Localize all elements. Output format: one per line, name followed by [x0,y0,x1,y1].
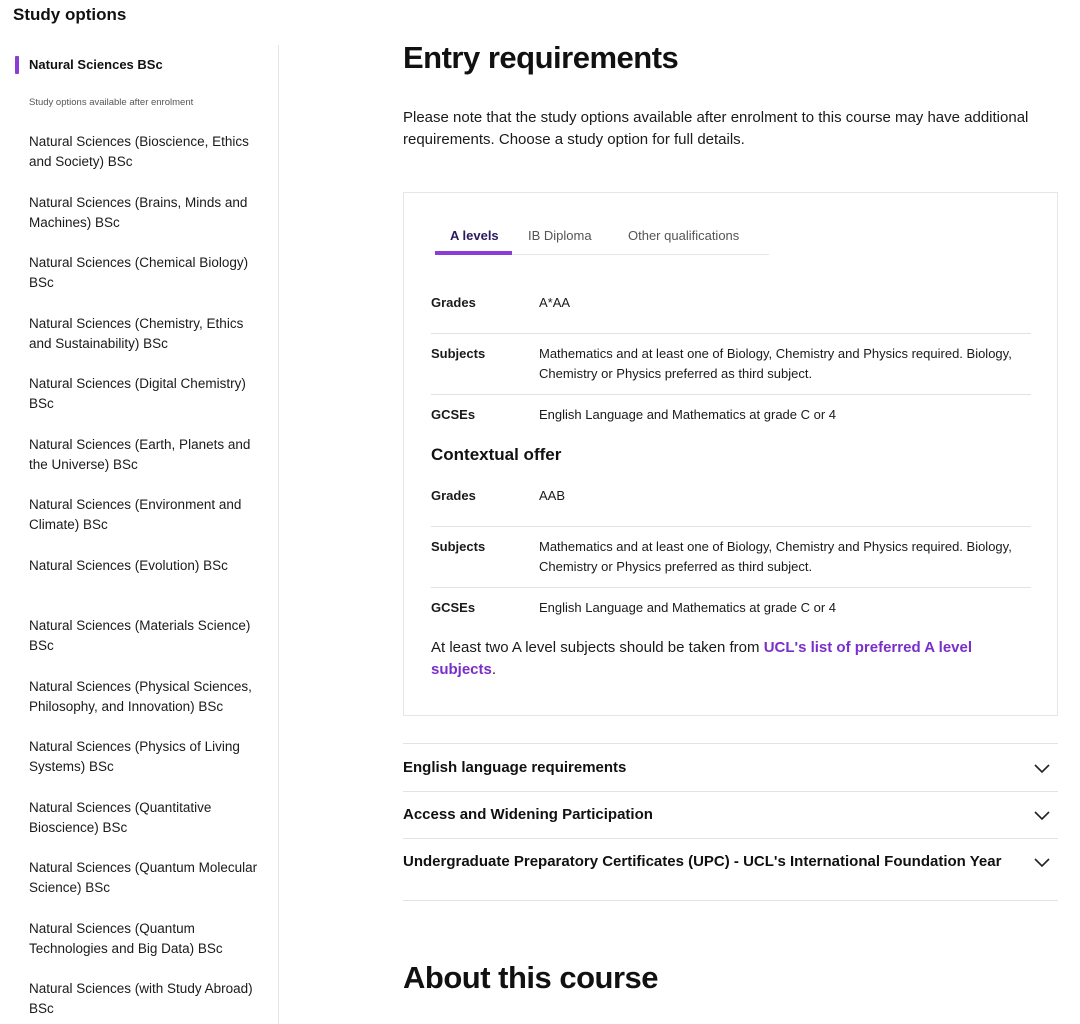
footnote-text: At least two A level subjects should be taken from [431,639,764,656]
sidebar-item[interactable]: Natural Sciences (Chemistry, Ethics and Sustainability) BSc [29,315,244,351]
sidebar-item[interactable]: Natural Sciences (Materials Science) BSc [29,618,251,653]
gcses-label: GCSEs [431,407,476,422]
tab-ib-diploma[interactable]: IB Diploma [528,228,592,243]
active-tab-underline [435,251,512,255]
sidebar-item[interactable]: Natural Sciences (with Study Abroad) BSc [29,981,253,1016]
grades-label: Grades [431,488,476,503]
chevron-down-icon [1032,852,1052,872]
study-options-sidebar [0,45,279,1024]
chevron-down-icon [1032,805,1052,825]
footnote-end: . [491,661,497,678]
study-options-heading: Study options [13,5,127,24]
intro-text: Please note that the study options available after enrolment to this course may have additional requirements. Choose a study option for full details. [403,109,1029,148]
accordion-title: Undergraduate Preparatory Certificates (UPC) - UCL's International Foundation Year [403,853,1002,870]
grades-row [431,293,1031,334]
grades-label: Grades [431,295,476,310]
preferred-subjects-note [431,637,1031,681]
sidebar-item[interactable]: Natural Sciences (Quantitative Bioscience) BSc [29,799,212,835]
sidebar-item[interactable]: Natural Sciences (Earth, Planets and the Universe) BSc [29,436,251,472]
tab-a-levels[interactable]: A levels [450,228,499,243]
grades-value: A*AA [539,295,571,310]
sidebar-note: Study options available after enrolment [29,97,194,108]
about-course-heading: About this course [403,960,659,995]
accordion-title: Access and Widening Participation [403,806,653,823]
study-options-list [29,132,269,1024]
grades-row [431,486,1031,527]
accordion-english-language[interactable] [403,743,1058,791]
sidebar-item[interactable]: Natural Sciences (Physics of Living Systems) BSc [29,739,240,774]
sidebar-item[interactable]: Natural Sciences (Quantum Molecular Science) BSc [29,860,258,895]
sidebar-item[interactable]: Natural Sciences (Digital Chemistry) BSc [29,376,246,411]
chevron-down-icon [1032,758,1052,778]
requirements-card [403,192,1058,716]
gcses-label: GCSEs [431,600,476,615]
sidebar-item[interactable]: Natural Sciences (Environment and Climate) BSc [29,497,242,532]
sidebar-item[interactable]: Natural Sciences (Evolution) BSc [29,557,228,573]
contextual-offer-table [431,486,1031,629]
accordion-title: English language requirements [403,759,627,776]
preferred-subjects-link[interactable]: UCL's list of preferred A level subjects [431,639,973,678]
sidebar-item[interactable]: Natural Sciences (Chemical Biology) BSc [29,255,249,290]
sidebar-item[interactable]: Natural Sciences (Quantum Technologies and Big Data) BSc [29,920,223,956]
subjects-value: Mathematics and at least one of Biology, Chemistry and Physics required. Biology, Chemistry or Physics preferred as third subject. [539,346,1012,381]
active-indicator [15,56,19,74]
accordion-access-widening[interactable] [403,791,1058,838]
subjects-label: Subjects [431,346,486,361]
qualification-tabs [435,226,769,255]
gcses-value: English Language and Mathematics at grade C or 4 [539,600,837,615]
grades-value: AAB [539,488,566,503]
subjects-row [431,527,1031,588]
gcses-row [431,395,1031,436]
subjects-row [431,334,1031,395]
subjects-value: Mathematics and at least one of Biology, Chemistry and Physics required. Biology, Chemistry or Physics preferred as third subject. [539,539,1012,574]
gcses-value: English Language and Mathematics at grade C or 4 [539,407,837,422]
tab-other-qualifications[interactable]: Other qualifications [628,228,740,243]
sidebar-item[interactable]: Natural Sciences (Physical Sciences, Philosophy, and Innovation) BSc [29,678,252,714]
gcses-row [431,588,1031,629]
sidebar-active-label: Natural Sciences BSc [29,57,163,72]
subjects-label: Subjects [431,539,486,554]
page-title: Entry requirements [403,40,679,75]
accordion-upc[interactable] [403,838,1058,901]
sidebar-item[interactable]: Natural Sciences (Brains, Minds and Machines) BSc [29,194,248,230]
sidebar-item[interactable]: Natural Sciences (Bioscience, Ethics and Society) BSc [29,134,249,169]
standard-offer-table [431,293,1031,436]
contextual-offer-heading: Contextual offer [431,445,562,464]
